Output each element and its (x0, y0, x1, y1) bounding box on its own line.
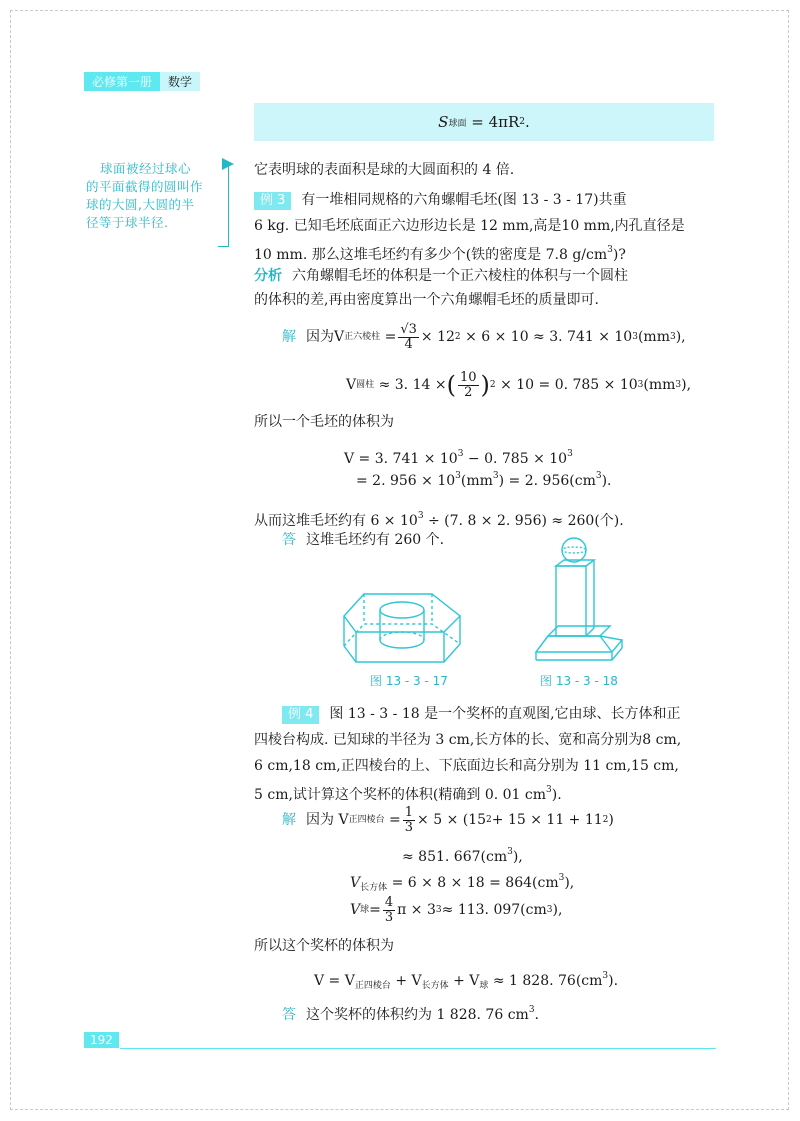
answer-line-3: 答 这堆毛坯约有 260 个. (282, 532, 445, 548)
figure-17-caption: 图 13 - 3 - 17 (370, 674, 448, 688)
intro-text: 它表明球的表面积是球的大圆面积的 4 倍. (254, 162, 515, 178)
analysis-line-2: 的体积的差,再由密度算出一个六角螺帽毛坯的质量即可. (254, 292, 599, 308)
count-line: 从而这堆毛坯约有 $6 \times 10^3 \div (7$. 8 × 2. 956) ≈ 260(个). (254, 511, 624, 529)
figure-18-caption: 图 13 - 3 - 18 (540, 674, 618, 688)
trophy-figure (534, 536, 624, 666)
example4-line-4: 5 cm,试计算这个奖杯的体积(精确到 0. 01 $cm^3$). (254, 785, 562, 803)
ex4-solution-line-2: ≈ 851. $667(cm^3)$, (402, 847, 523, 865)
hex-nut-figure (340, 570, 470, 666)
sidebar-note: 球面被经过球心 的平面截得的圆叫作 球的大圆,大圆的半 径等于球半径. (86, 161, 204, 230)
ex4-solution-label: 解 (282, 812, 296, 828)
subject-label: 数学 (160, 72, 200, 91)
book-label: 必修第一册 (84, 72, 160, 91)
calc-line-1: V = 3. $741 \times 10^3 - 0$. $785 \times 10^3$ (344, 449, 573, 467)
ex4-solution-line-4: V 球 = $\frac{4}{3}$ π × 3 3 ≈ 113. 097(cm 3 ), (350, 894, 563, 925)
ex4-so-line: 所以这个奖杯的体积为 (254, 938, 394, 954)
example3-line-1: 例 3 有一堆相同规格的六角螺帽毛坯(图 13 - 3 - 17)共重 (254, 190, 627, 210)
so-line-3: 所以一个毛坯的体积为 (254, 414, 394, 430)
example4-line-3: 6 cm,18 cm,正四棱台的上、下底面边长和高分别为 11 cm,15 cm, (254, 758, 679, 774)
sphere-area-formula: S 球面 = 4πR 2 . (254, 103, 714, 141)
answer-label: 答 (282, 532, 296, 548)
analysis-label: 分析 (254, 268, 282, 284)
example4-line-2: 四棱台构成. 已知球的半径为 3 cm,长方体的长、宽和高分别为8 cm, (254, 732, 682, 748)
ex4-answer-line: 答 这个奖杯的体积约为 1 828. 76 $cm^3$. (282, 1005, 539, 1023)
ex4-solution-line-1: 解 因为 V 正四棱台 = $\frac{1}{3}$ × 5 × (15 2 + 15 × 11 + 11 2 ) (282, 804, 614, 835)
total-volume-line: $V = V_{正四棱台} + V_{长方体} + V_球 \approx 1$ 828. $76(cm^3)$. (314, 971, 619, 991)
example4-tag: 例 4 (282, 706, 319, 724)
page-header (84, 72, 200, 91)
example3-line-3: 10 mm. 那么这堆毛坯约有多少个(铁的密度是 7.8 $g/cm^3$)? (254, 245, 626, 263)
example4-line-1: 例 4 图 13 - 3 - 18 是一个奖杯的直观图,它由球、长方体和正 (282, 704, 681, 724)
ex4-solution-line-3: $V_{长方体} = 6 \times 8 \times 18 = 864(cm^3)$, (350, 873, 575, 893)
solution-label: 解 (282, 329, 296, 345)
calc-line-2: = 2. $956 \times 10^3(mm^3) = 2$. $956(cm^3)$. (356, 471, 612, 489)
solution-line-1: 解 因为V 正六棱柱 = $\frac{√3}{4}$ × 12 2 × 6 × 10 ≈ 3. 741 × 10 3 (mm 3 ), (282, 321, 686, 352)
sidebar-bracket (218, 164, 229, 247)
ex4-answer-label: 答 (282, 1007, 296, 1023)
example3-line-2: 6 kg. 已知毛坯底面正六边形边长是 12 mm,高是10 mm,内孔直径是 (254, 218, 685, 234)
analysis-line-1: 分析 六角螺帽毛坯的体积是一个正六棱柱的体积与一个圆柱 (254, 268, 628, 284)
footer-rule (120, 1048, 716, 1049)
solution-line-2: V 圆柱 ≈ 3. 14 × ( $\frac{10}{2}$ ) 2 × 10 = 0. 785 × 10 3 (mm 3 ), (346, 369, 692, 400)
pointer-triangle-icon (222, 158, 236, 172)
example3-tag: 例 3 (254, 192, 291, 210)
page-number: 192 (84, 1032, 119, 1048)
